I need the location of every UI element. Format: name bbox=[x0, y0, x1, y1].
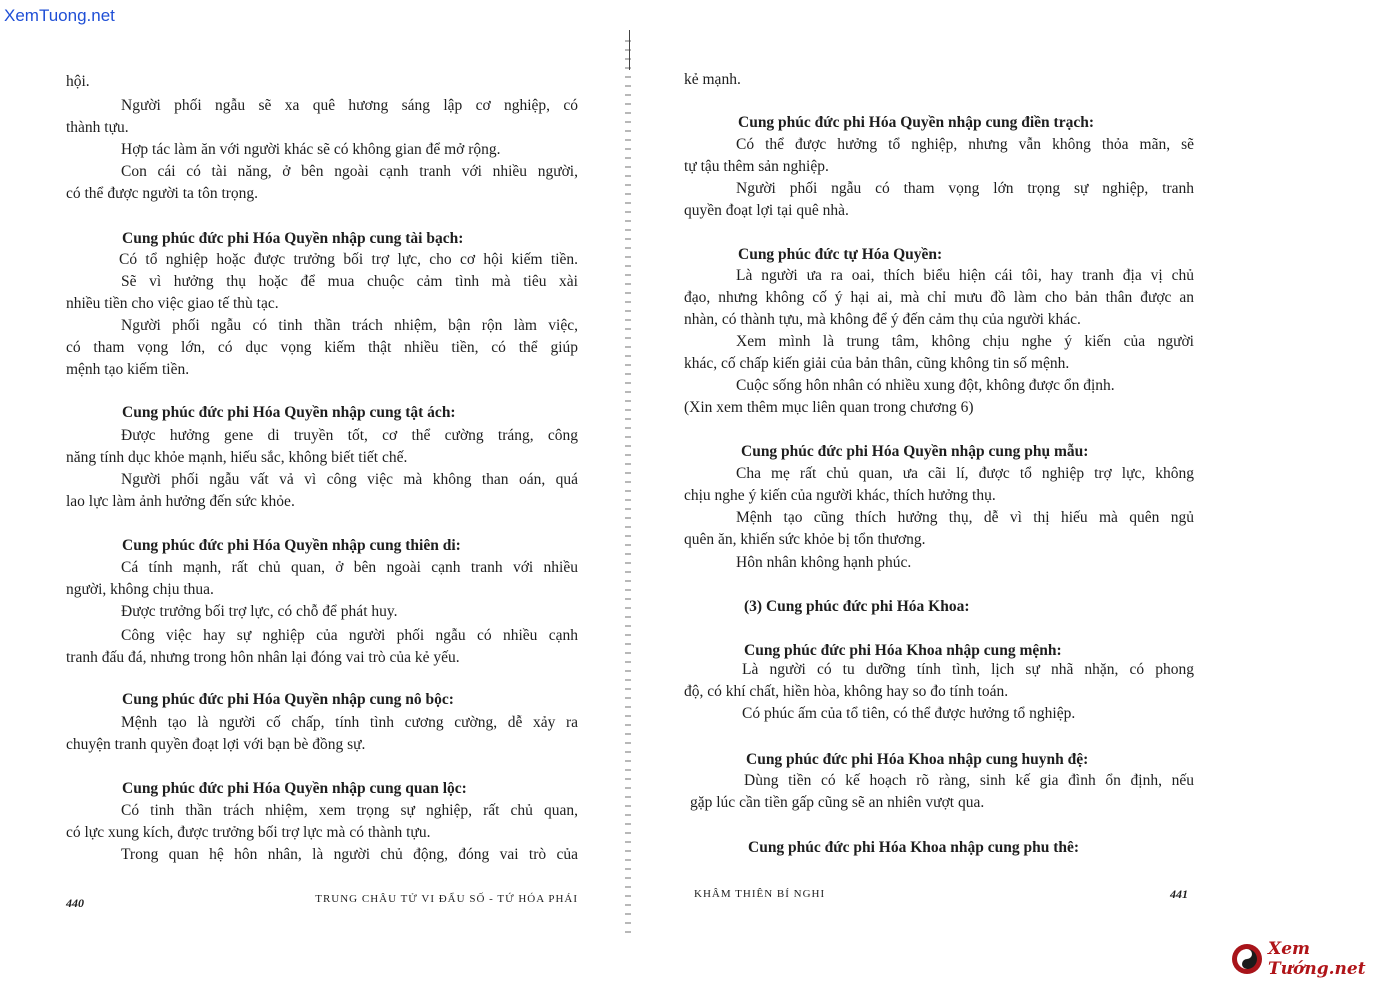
text-line: tự tậu thêm sản nghiệp. bbox=[684, 158, 829, 175]
book-spine bbox=[625, 40, 631, 940]
page-footer: TRUNG CHÂU TỬ VI ĐẨU SỐ - TỨ HÓA PHÁI bbox=[315, 893, 578, 905]
logo-text: Xem Tướng.net bbox=[1268, 939, 1366, 979]
yin-yang-icon bbox=[1232, 944, 1262, 974]
text-line: nhiều tiền cho việc giao tế thù tạc. bbox=[66, 295, 279, 312]
text-line: có lực xung kích, được trưởng bối trợ lực mà có thành tựu. bbox=[66, 824, 431, 841]
text-line: Là người có tu dưỡng tính tình, lịch sự nhã nhặn, có phong bbox=[742, 661, 1194, 678]
text-line: hội. bbox=[66, 73, 90, 90]
text-line: Trong quan hệ hôn nhân, là người chủ động, đóng vai trò của bbox=[121, 846, 578, 863]
text-line: khác, cố chấp kiến giải của bản thân, cũng không tin số mệnh. bbox=[684, 355, 1070, 372]
text-line: Là người ưa ra oai, thích biểu hiện cái tôi, hay tranh địa vị chủ bbox=[736, 267, 1194, 284]
section-heading: Cung phúc đức phi Hóa Quyền nhập cung phụ mẫu: bbox=[741, 443, 1089, 460]
text-line: có tham vọng lớn, có dục vọng kiếm thật nhiều tiền, có thể giúp bbox=[66, 339, 578, 356]
section-heading: Cung phúc đức phi Hóa Quyền nhập cung thiên di: bbox=[122, 537, 461, 554]
text-line: tranh đấu đá, nhưng trong hôn nhân lại đóng vai trò của kẻ yếu. bbox=[66, 649, 460, 666]
text-line: Được hưởng gene di truyền tốt, cơ thể cường tráng, công bbox=[121, 427, 578, 444]
text-line: Dùng tiền có kế hoạch rõ ràng, sinh kế gia đình ổn định, nếu bbox=[744, 772, 1194, 789]
text-line: Cuộc sống hôn nhân có nhiều xung đột, không được ổn định. bbox=[736, 377, 1115, 394]
site-logo bbox=[1232, 939, 1390, 979]
text-line: Sẽ vì hưởng thụ hoặc để mua chuộc cảm tình mà tiêu xài bbox=[121, 273, 578, 290]
text-line: thành tựu. bbox=[66, 119, 129, 136]
section-heading: Cung phúc đức tự Hóa Quyền: bbox=[738, 246, 943, 263]
text-line: Người phối ngẫu có tham vọng lớn trọng sự nghiệp, tranh bbox=[736, 180, 1194, 197]
text-line: năng tính dục khỏe mạnh, hiếu sắc, không biết tiết chế. bbox=[66, 449, 408, 466]
text-line: người, không chịu thua. bbox=[66, 581, 214, 598]
text-line: Công việc hay sự nghiệp của người phối ngẫu có nhiều cạnh bbox=[121, 627, 578, 644]
text-line: Cá tính mạnh, rất chủ quan, ở bên ngoài cạnh tranh với nhiều bbox=[121, 559, 578, 576]
text-line: Có tổ nghiệp hoặc được trưởng bối trợ lực, cho cơ hội kiếm tiền. bbox=[119, 251, 578, 268]
text-line: (Xin xem thêm mục liên quan trong chương 6) bbox=[684, 399, 974, 416]
text-line: Có phúc ấm của tổ tiên, có thể được hưởng tổ nghiệp. bbox=[742, 705, 1076, 722]
text-line: lao lực làm ảnh hưởng đến sức khỏe. bbox=[66, 493, 295, 510]
section-heading: Cung phúc đức phi Hóa Khoa nhập cung mệnh: bbox=[744, 642, 1062, 659]
text-line: có thể được người ta tôn trọng. bbox=[66, 185, 259, 202]
text-line: kẻ mạnh. bbox=[684, 71, 741, 88]
section-heading: (3) Cung phúc đức phi Hóa Khoa: bbox=[744, 598, 970, 615]
text-line: Hôn nhân không hạnh phúc. bbox=[736, 554, 912, 571]
text-line: Hợp tác làm ăn với người khác sẽ có không gian để mở rộng. bbox=[121, 141, 501, 158]
text-line: độ, có khí chất, hiền hòa, không hay so đo tính toán. bbox=[684, 683, 1009, 700]
text-line: quên ăn, khiến sức khỏe bị tổn thương. bbox=[684, 531, 926, 548]
section-heading: Cung phúc đức phi Hóa Khoa nhập cung phu thê: bbox=[748, 839, 1080, 856]
text-line: chuyện tranh quyền đoạt lợi với bạn bè đồng sự. bbox=[66, 736, 366, 753]
spine-mark bbox=[629, 30, 630, 70]
text-line: Có thể được hưởng tổ nghiệp, nhưng vẫn không thỏa mãn, sẽ bbox=[736, 136, 1194, 153]
text-line: Người phối ngẫu sẽ xa quê hương sáng lập cơ nghiệp, có bbox=[121, 97, 578, 114]
section-heading: Cung phúc đức phi Hóa Khoa nhập cung huynh đệ: bbox=[746, 751, 1089, 768]
text-line: mệnh tạo kiếm tiền. bbox=[66, 361, 190, 378]
text-line: Có tinh thần trách nhiệm, xem trọng sự nghiệp, rất chủ quan, bbox=[121, 802, 578, 819]
text-line: Mệnh tạo là người cố chấp, tính tình cương cường, dễ xảy ra bbox=[121, 714, 578, 731]
page-number: 441 bbox=[1170, 887, 1188, 901]
text-line: Người phối ngẫu có tinh thần trách nhiệm, bận rộn làm việc, bbox=[121, 317, 578, 334]
text-line: chịu nghe ý kiến của người khác, thích hưởng thụ. bbox=[684, 487, 996, 504]
text-line: nhàn, có thành tựu, mà không để ý đến cảm thụ của người khác. bbox=[684, 311, 1081, 328]
text-line: Người phối ngẫu vất vả vì công việc mà không than oán, quá bbox=[121, 471, 578, 488]
text-line: Xem mình là trung tâm, không chịu nghe ý kiến của người bbox=[736, 333, 1194, 350]
text-line: quyền đoạt lợi tại quê nhà. bbox=[684, 202, 849, 219]
section-heading: Cung phúc đức phi Hóa Quyền nhập cung quan lộc: bbox=[122, 780, 467, 797]
section-heading: Cung phúc đức phi Hóa Quyền nhập cung nô bộc: bbox=[122, 691, 454, 708]
text-line: Mệnh tạo cũng thích hưởng thụ, dễ vì thị hiếu mà quên ngủ bbox=[736, 509, 1194, 526]
text-line: gặp lúc cần tiền gấp cũng sẽ an nhiên vượt qua. bbox=[690, 794, 985, 811]
section-heading: Cung phúc đức phi Hóa Quyền nhập cung tật ách: bbox=[122, 404, 456, 421]
site-watermark-top: XemTuong.net bbox=[4, 6, 115, 25]
section-heading: Cung phúc đức phi Hóa Quyền nhập cung tài bạch: bbox=[122, 230, 464, 247]
page-footer: KHÂM THIÊN BÍ NGHI bbox=[694, 888, 826, 900]
section-heading: Cung phúc đức phi Hóa Quyền nhập cung điền trạch: bbox=[738, 114, 1094, 131]
text-line: Cha mẹ rất chủ quan, ưa cãi lí, được tổ nghiệp trợ lực, không bbox=[736, 465, 1194, 482]
text-line: Con cái có tài năng, ở bên ngoài cạnh tranh với nhiều người, bbox=[121, 163, 578, 180]
text-line: Được trưởng bối trợ lực, có chỗ để phát huy. bbox=[121, 603, 398, 620]
text-line: đạo, nhưng không cố ý hại ai, mà chỉ mưu đồ làm cho bản thân được an bbox=[684, 289, 1194, 306]
page-number: 440 bbox=[66, 896, 84, 910]
